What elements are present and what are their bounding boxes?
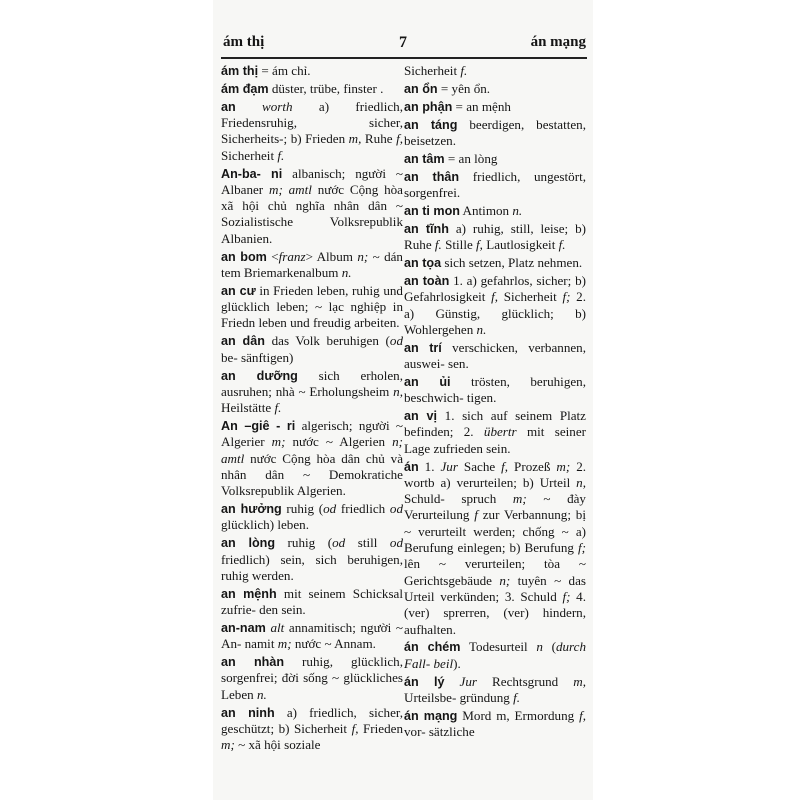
entry-headword: an ninh [221,705,275,720]
entry-definition-text: = ám chỉ. [258,63,311,78]
entry-label-italic: n, [576,474,586,490]
dictionary-entry [404,374,586,407]
entry-definition-text: a) friedlich, Friedensruhig, sicher, Sicherheits-; b) Frieden [221,98,403,147]
entry-definition-text: ~ dán tem Briemarkenalbum [221,248,403,280]
dictionary-entry [404,639,586,672]
entry-definition-text: 1. a) gefahrlos, sicher; b) Gefahrlosigkeit [404,272,586,305]
entry-label-italic: Jur [440,458,458,474]
entry-definition-text: nước ~ Algerien [285,434,393,450]
dictionary-entry [404,169,586,202]
dictionary-entry [221,501,403,534]
dictionary-entry [221,63,403,79]
entry-headword: an lòng [221,536,276,551]
entry-label-italic: m, [573,673,586,689]
right-column [404,63,586,742]
entry-label-italic: m; [556,458,571,474]
entry-headword: an dưỡng [221,368,298,383]
entry-label-italic: f, [476,237,483,253]
entry-definition-text: Prozeß [508,458,557,474]
dictionary-entry [404,151,586,167]
dictionary-entry [221,333,403,366]
entry-headword: an trí [404,340,442,355]
entry-label-italic: od [332,535,346,551]
entry-label-italic: übertr [483,424,517,440]
entry-headword: an ti mon [404,203,460,218]
entry-definition-text: Schuld- spruch [404,491,513,507]
entry-headword: án [404,459,419,474]
entry-label-italic: n. [257,686,267,702]
dictionary-entry [404,255,586,271]
entry-definition-text: 2. a) Günstig, glücklich; b) Wohlergehen [404,289,586,337]
entry-definition-text: friedlich [336,501,390,517]
dictionary-entry [221,418,403,499]
dictionary-entry [404,203,586,219]
dictionary-entry [221,654,403,703]
entry-definition-text: = yên ổn. [437,80,491,96]
entry-label-italic: m; [512,491,527,507]
entry-label-italic: n; [499,572,511,588]
entry-definition-text: nước Cộng hòa xã hội chủ nghĩa nhân dân ~ Sozialistische Volksrepublik Albanien. [221,181,403,246]
entry-definition-text: 4. (ver) sprerren, (ver) hindern, aufhalten. [404,588,586,637]
entry-definition-text: ~ xã hội soziale [234,737,321,753]
entry-label-italic: m; [271,434,286,450]
entry-definition-text: ~ đày Verurteilung [404,491,586,523]
entry-definition-text: ruhig ( [281,501,324,517]
entry-definition-text: < [266,248,279,264]
entry-label-italic: f, [579,707,586,723]
entry-definition-text: = an lòng [444,150,498,166]
entry-headword: ám thị [221,64,259,78]
entry-definition-text: friedlich) sein, sich beruhigen, ruhig werden. [221,551,403,583]
entry-definition-text: Lautlosigkeit [482,237,559,253]
header-rule [221,57,587,59]
entry-headword: an hưởng [221,502,282,517]
entry-definition-text: trösten, beruhigen, beschwich- tigen. [404,373,586,406]
dictionary-entry [221,99,403,164]
dictionary-entry [404,273,586,338]
dictionary-entry [221,249,403,282]
entry-headword: an phận [404,99,453,114]
dictionary-entry [221,283,403,332]
entry-definition-text: be- sänftigen) [221,349,294,365]
entry-definition-text: Mord m, Ermordung [457,707,580,723]
dictionary-entry [404,708,586,741]
entry-definition-text: Heilstätte [221,400,275,416]
entry-definition-text [236,99,262,114]
entry-definition-text: mit seinem Schicksal zufrie- den sein. [221,585,403,618]
entry-definition-text: Rechtsgrund [476,673,574,689]
dictionary-entry [221,368,403,417]
entry-headword: an tâm [404,151,445,166]
entry-definition-text: ruhig ( [275,535,333,551]
entry-headword: an tĩnh [404,221,449,236]
entry-label-italic: f; [562,588,571,604]
entry-headword: án lý [404,674,445,689]
entry-definition-text: still [345,535,390,551]
entry-label-italic: f; [578,540,586,556]
dictionary-entry [221,620,403,653]
entry-definition-text: ( [542,639,556,655]
entry-label-italic: f, [491,289,499,305]
entry-label-italic: m, [348,131,362,147]
dictionary-entry [404,408,586,457]
entry-headword: an tọa [404,256,442,271]
entry-definition-text: Sicherheit [498,289,563,305]
page-header [223,34,586,56]
entry-headword: an thân [404,169,460,184]
entry-definition-text: a) friedlich, sicher, geschützt; b) Sicherheit [221,704,403,736]
entry-label-italic: n. [341,264,352,280]
entry-definition-text: sich erholen, ausruhen; nhà ~ Erholungsheim [221,367,403,399]
entry-label-italic: n [536,639,543,655]
entry-headword: ám đạm [221,81,269,96]
entry-definition-text: > Album [305,248,358,264]
entry-label-italic: alt [270,619,285,635]
entry-headword: an [221,99,236,114]
dictionary-entry [221,705,403,754]
entry-label-italic: n; [357,248,369,264]
entry-definition-text: das Volk beruhigen ( [264,333,390,349]
dictionary-entry [404,459,586,638]
entry-definition-text: tuyên ~ das Urteil verkünden; 3. Schuld [404,572,586,604]
entry-label-italic: m; [221,737,235,753]
entry-label-italic: franz [278,248,306,264]
entry-label-italic: n. [476,321,487,337]
entry-label-italic: od [389,535,403,551]
dictionary-entry [221,81,403,97]
entry-definition-text: Sache [457,458,502,474]
entry-headword: an toàn [404,273,450,288]
entry-definition-text: albanisch; người ~ Albaner [221,165,403,197]
entry-definition-text: mit seiner Lage zufrieden sein. [404,424,586,456]
entry-definition-text: 1. sich auf seinem Platz befinden; 2. [404,408,586,440]
entry-definition-text: Ruhe [361,131,397,147]
dictionary-entry [404,117,586,150]
header-left-guide-word: ám thị [223,34,265,50]
entry-label-italic: f. [277,147,285,163]
entry-definition-text: nước ~ Annam. [291,636,376,652]
entry-headword: an bom [221,249,267,264]
dictionary-entry [404,63,586,79]
page-number: 7 [399,34,407,51]
entry-headword: an cư [221,283,256,298]
dictionary-entry [221,535,403,584]
dictionary-entry [221,166,403,247]
entry-definition-text: Antimon [459,202,513,218]
entry-definition-text: Frieden [358,720,403,736]
entry-label-italic: f, [501,458,509,474]
entry-headword: an dân [221,334,265,349]
entry-definition-text: beerdigen, bestatten, beisetzen. [404,116,586,148]
entry-definition-text: Sicherheit [221,147,278,163]
entry-headword: án chém [404,640,461,655]
entry-definition-text: Urteilsbe- gründung [404,689,514,705]
entry-label-italic: m; [277,636,292,652]
entry-headword: An-ba- ni [221,166,283,181]
entry-definition-text: lên ~ verurteilen; tòa ~ Gerichtsgebäude [404,556,586,588]
entry-headword: an ổn [404,81,438,96]
entry-headword: an táng [404,117,458,132]
entry-label-italic: f, [351,720,359,736]
dictionary-entry [404,221,586,254]
entry-label-italic: durch Fall- beil [404,639,586,671]
entry-headword: an ủi [404,374,451,389]
entry-definition-text: 2. wortb a) verurteilen; b) Urteil [404,458,587,490]
entry-definition-text: ruhig, glücklich, sorgenfrei; đời sống ~ glückliches Leben [221,654,403,702]
entry-definition-text: Sicherheit [404,63,461,78]
entry-label-italic: f. [513,689,521,705]
entry-label-italic: Jur [459,673,477,689]
entry-definition-text: 1. [418,458,441,474]
entry-definition-text: annamitisch; người ~ An- namit [221,619,403,652]
dictionary-entry [221,586,403,619]
entry-label-italic: n; amtl [221,434,403,466]
entry-definition-text: ). [453,655,461,671]
entry-definition-text: düster, trübe, finster . [268,80,384,96]
entry-definition-text: friedlich, ungestört, sorgenfrei. [404,168,586,201]
entry-headword: an nhàn [221,655,285,670]
entry-definition-text: sich setzen, Platz nehmen. [441,255,583,271]
entry-definition-text [444,674,459,689]
entry-label-italic: od [389,333,403,349]
entry-label-italic: n. [512,202,523,218]
entry-definition-text: a) ruhig, still, leise; b) Ruhe [404,220,586,253]
entry-label-italic: f. [460,63,468,78]
entry-definition-text: = an mệnh [452,98,511,114]
dictionary-entry [404,674,586,707]
dictionary-entry [404,81,586,97]
entry-label-italic: f [474,507,478,523]
dictionary-entry [404,340,586,373]
entry-definition-text: vor- sätzliche [404,724,475,740]
entry-headword: An –giê - ri [221,418,296,433]
entry-definition-text: verschicken, verbannen, auswei- sen. [404,339,586,371]
entry-label-italic: m; amtl [268,181,312,197]
entry-label-italic: worth [262,98,293,114]
header-right-guide-word: án mạng [530,34,586,50]
entry-definition-text: in Frieden leben, ruhig und glücklich leben; ~ lạc nghiệp in Friedn leben und freudig arbeiten. [221,282,403,331]
entry-label-italic: n, [393,383,403,399]
entry-definition-text: nước Cộng hòa dân chủ và nhân dân ~ Demokratiche Volksrepublik Algerien. [221,450,403,499]
entry-definition-text: zur Verbannung; bị ~ verurteilt werden; chống ~ a) Berufung einlegen; b) Berufung [404,507,586,556]
entry-definition-text: algerisch; người ~ Algerier [221,417,404,450]
entry-label-italic: f. [274,400,282,416]
entry-label-italic: od [389,501,403,517]
entry-label-italic: f. [558,237,566,253]
entry-headword: an mệnh [221,586,277,601]
entry-label-italic: f, [396,131,403,147]
entry-label-italic: od [323,501,337,517]
dictionary-entry [404,99,586,115]
entry-headword: án mạng [404,708,458,723]
left-column [221,63,403,755]
entry-definition-text: glücklich) leben. [221,517,309,533]
entry-definition-text: Todesurteil [460,639,537,655]
entry-label-italic: f. [434,237,442,253]
entry-headword: an-nam [221,620,266,635]
entry-label-italic: f; [562,289,571,305]
entry-headword: an vị [404,409,438,424]
entry-definition-text: Stille [441,237,477,253]
